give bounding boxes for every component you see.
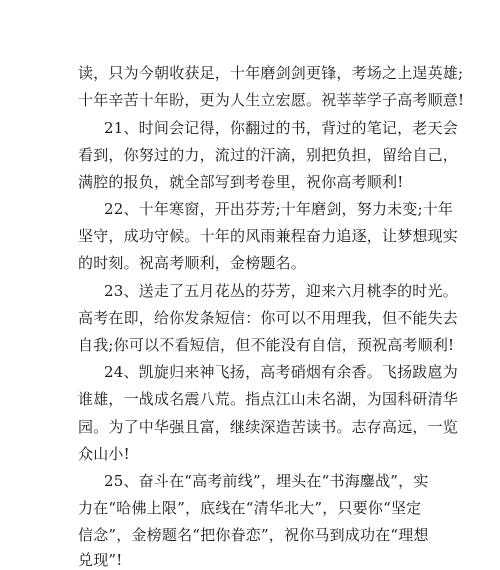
item-22-start: 22、十年寒窗，开出芬芳;十年磨剑，努力未变;十年	[104, 200, 454, 218]
item-23-start: 23、送走了五月花丛的芬芳，迎来六月桃李的时光。	[104, 282, 458, 300]
text-line-10: 高考在即，给你发条短信：你可以不用理我，但不能失去	[78, 309, 459, 327]
text-line-2: 十年辛苦十年盼，更为人生立宏愿。祝莘莘学子高考顺意!	[78, 91, 465, 109]
text-line-1: 读，只为今朝收获足，十年磨剑剑更锋，考场之上逞英雄;	[78, 64, 464, 82]
text-line-4: 看到，你努过的力，流过的汗滴，别把负担，留给自己，	[78, 146, 459, 164]
item-25-start: 25、奋斗在“高考前线”，埋头在“书海鏖战”，实	[104, 472, 429, 490]
text-line-11: 自我;你可以不看短信，但不能没有自信，预祝高考顺利!	[78, 336, 455, 354]
text-line-15: 众山小!	[78, 445, 130, 463]
item-24-start: 24、凯旋归来神飞扬，高考硝烟有余香。飞扬跋扈为	[104, 363, 458, 381]
text-line-18: 信念”，金榜题名“把你眷恋”，祝你马到成功在“理想	[78, 526, 429, 544]
text-line-7: 坚守，成功守候。十年的风雨兼程奋力追逐，让梦想现实	[78, 227, 459, 245]
text-line-5: 满腔的报负，就全部写到考卷里，祝你高考顺利!	[78, 173, 404, 191]
text-line-8: 的时刻。祝高考顺利，金榜题名。	[78, 254, 307, 272]
item-21-start: 21、时间会记得，你翻过的书，背过的笔记，老天会	[104, 119, 458, 137]
text-line-19: 兑现”!	[78, 551, 123, 569]
text-line-13: 谁雄，一战成名震八荒。指点江山未名湖，为国科研清华	[78, 390, 459, 408]
text-line-14: 园。为了中华强且富，继续深造苦读书。志存高远，一览	[78, 418, 459, 436]
text-line-17: 力在“哈佛上限”，底线在“清华北大”，只要你“坚定	[78, 499, 422, 517]
